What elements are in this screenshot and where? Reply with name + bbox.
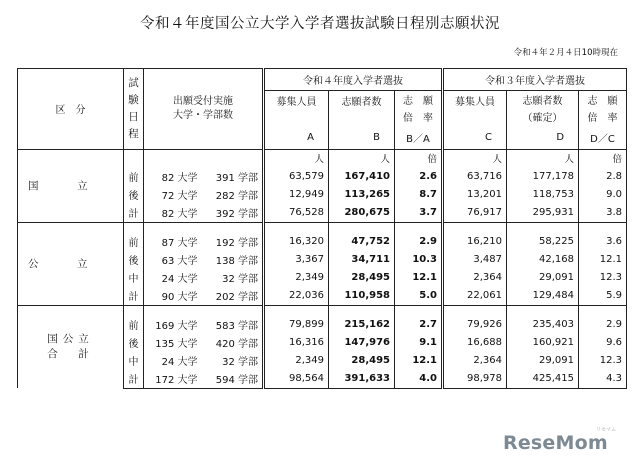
empty-cell (395, 222, 443, 232)
empty-cell (579, 305, 627, 315)
table-cell: 79,899 (264, 315, 329, 333)
table-cell: 前 (124, 315, 144, 333)
group-label-total: 国公立 合 計 (18, 305, 124, 388)
table-cell: 16,316 (264, 333, 329, 351)
table-cell: 2.8 (579, 167, 627, 185)
table-cell: 中 (124, 268, 144, 286)
empty-cell (202, 305, 264, 315)
table-cell: 110,958 (329, 286, 395, 305)
watermark-kana: リセマム (596, 427, 616, 433)
table-cell: 後 (124, 250, 144, 268)
table-cell: 29,091 (507, 351, 579, 369)
table-cell: 2.9 (579, 315, 627, 333)
table-cell: 12.1 (579, 250, 627, 268)
table-cell: 135 大学 (144, 333, 202, 351)
table-cell: 前 (124, 232, 144, 250)
table-cell: 129,484 (507, 286, 579, 305)
table-cell: 42,168 (507, 250, 579, 268)
empty-cell (443, 222, 507, 232)
table-cell: 3.6 (579, 232, 627, 250)
table-cell: 169 大学 (144, 315, 202, 333)
table-cell: 3,367 (264, 250, 329, 268)
header-r4-group: 令和４年度入学者選抜 (264, 69, 443, 91)
table-cell: 22,061 (443, 286, 507, 305)
header-letter-c: C (443, 127, 507, 149)
group-label-public: 公 立 (18, 222, 124, 305)
table-cell: 計 (124, 369, 144, 388)
table-cell: 後 (124, 333, 144, 351)
empty-cell (329, 305, 395, 315)
table-cell: 76,528 (264, 203, 329, 222)
empty-cell (144, 222, 202, 232)
table-cell: 420 学部 (202, 333, 264, 351)
empty-cell (264, 222, 329, 232)
table-cell: 後 (124, 185, 144, 203)
table-cell: 2,349 (264, 351, 329, 369)
table-cell: 98,978 (443, 369, 507, 388)
table-cell: 10.3 (395, 250, 443, 268)
table-cell: 594 学部 (202, 369, 264, 388)
resemom-logo: ReseMom (503, 432, 608, 454)
unit-label: 倍 (579, 149, 627, 167)
table-cell: 425,415 (507, 369, 579, 388)
unit-label: 人 (264, 149, 329, 167)
empty-cell (264, 305, 329, 315)
table-cell: 2.9 (395, 232, 443, 250)
empty-cell (443, 305, 507, 315)
table-cell: 391 学部 (202, 167, 264, 185)
header-r3-capacity: 募集人員 (443, 91, 507, 128)
header-r4-ratio: 志 願 倍 率 (395, 91, 443, 128)
table-cell: 12,949 (264, 185, 329, 203)
header-letter-dc: D／C (579, 127, 627, 149)
table-cell: 3.8 (579, 203, 627, 222)
application-status-table (17, 68, 627, 389)
table-cell: 12.1 (395, 351, 443, 369)
table-cell: 3,487 (443, 250, 507, 268)
table-cell: 2,364 (443, 268, 507, 286)
empty-cell (124, 305, 144, 315)
empty-cell (202, 149, 264, 167)
table-cell: 63,579 (264, 167, 329, 185)
empty-cell (124, 149, 144, 167)
table-cell: 583 学部 (202, 315, 264, 333)
header-letter-d: D (507, 127, 579, 149)
table-cell: 2.7 (395, 315, 443, 333)
table-cell: 172 大学 (144, 369, 202, 388)
table-cell: 3.7 (395, 203, 443, 222)
table-cell: 2,364 (443, 351, 507, 369)
header-schedule: 試 験 日 程 (124, 69, 144, 150)
unit-label: 倍 (395, 149, 443, 167)
table-cell: 計 (124, 203, 144, 222)
table-cell: 16,210 (443, 232, 507, 250)
table-cell: 22,036 (264, 286, 329, 305)
empty-cell (395, 305, 443, 315)
table-cell: 98,564 (264, 369, 329, 388)
header-letter-ba: B／A (395, 127, 443, 149)
table-cell: 12.3 (579, 351, 627, 369)
table-cell: 160,921 (507, 333, 579, 351)
group-label-national: 国 立 (18, 149, 124, 222)
header-letter-b: B (329, 127, 395, 149)
empty-cell (329, 222, 395, 232)
table-cell: 113,265 (329, 185, 395, 203)
header-r4-capacity: 募集人員 (264, 91, 329, 128)
table-cell: 79,926 (443, 315, 507, 333)
table-cell: 32 学部 (202, 268, 264, 286)
unit-label: 人 (329, 149, 395, 167)
table-cell: 192 学部 (202, 232, 264, 250)
table-cell: 16,688 (443, 333, 507, 351)
empty-cell (124, 222, 144, 232)
table-cell: 32 学部 (202, 351, 264, 369)
table-cell: 2,349 (264, 268, 329, 286)
as-of-date: 令和４年２月４日10時現在 (513, 48, 618, 58)
table-cell: 282 学部 (202, 185, 264, 203)
table-cell: 63,716 (443, 167, 507, 185)
table-cell: 280,675 (329, 203, 395, 222)
header-r3-applicants: 志願者数 （確定） (507, 91, 579, 128)
table-cell: 177,178 (507, 167, 579, 185)
table-cell: 138 学部 (202, 250, 264, 268)
table-cell: 13,201 (443, 185, 507, 203)
unit-label: 人 (507, 149, 579, 167)
header-r4-applicants: 志願者数 (329, 91, 395, 128)
table-cell: 63 大学 (144, 250, 202, 268)
table-cell: 9.0 (579, 185, 627, 203)
header-application-count: 出願受付実施 大学・学部数 (144, 69, 264, 150)
empty-cell (144, 149, 202, 167)
table-cell: 4.3 (579, 369, 627, 388)
header-category: 区 分 (18, 69, 124, 150)
table-cell: 391,633 (329, 369, 395, 388)
table-cell: 87 大学 (144, 232, 202, 250)
table-cell: 16,320 (264, 232, 329, 250)
table-cell: 90 大学 (144, 286, 202, 305)
header-letter-a: A (264, 127, 329, 149)
header-r3-ratio: 志 願 倍 率 (579, 91, 627, 128)
table-cell: 12.1 (395, 268, 443, 286)
table-cell: 29,091 (507, 268, 579, 286)
table-cell: 9.6 (579, 333, 627, 351)
empty-cell (144, 305, 202, 315)
table-cell: 202 学部 (202, 286, 264, 305)
table-cell: 147,976 (329, 333, 395, 351)
empty-cell (579, 222, 627, 232)
table-cell: 215,162 (329, 315, 395, 333)
header-r3-group: 令和３年度入学者選抜 (443, 69, 627, 91)
table-cell: 5.9 (579, 286, 627, 305)
empty-cell (202, 222, 264, 232)
table-cell: 28,495 (329, 351, 395, 369)
table-cell: 2.6 (395, 167, 443, 185)
table-cell: 72 大学 (144, 185, 202, 203)
table-cell: 4.0 (395, 369, 443, 388)
table-cell: 12.3 (579, 268, 627, 286)
table-cell: 計 (124, 286, 144, 305)
table-cell: 28,495 (329, 268, 395, 286)
table-cell: 82 大学 (144, 167, 202, 185)
table-cell: 8.7 (395, 185, 443, 203)
table-cell: 9.1 (395, 333, 443, 351)
table-cell: 167,410 (329, 167, 395, 185)
table-cell: 82 大学 (144, 203, 202, 222)
table-cell: 24 大学 (144, 351, 202, 369)
page-title: 令和４年度国公立大学入学者選抜試験日程別志願状況 (140, 16, 500, 32)
empty-cell (507, 222, 579, 232)
table-cell: 118,753 (507, 185, 579, 203)
table-cell: 76,917 (443, 203, 507, 222)
table-cell: 58,225 (507, 232, 579, 250)
table-cell: 中 (124, 351, 144, 369)
table-cell: 34,711 (329, 250, 395, 268)
table-cell: 5.0 (395, 286, 443, 305)
table-cell: 235,403 (507, 315, 579, 333)
table-cell: 392 学部 (202, 203, 264, 222)
table-cell: 24 大学 (144, 268, 202, 286)
table-cell: 295,931 (507, 203, 579, 222)
unit-label: 人 (443, 149, 507, 167)
empty-cell (507, 305, 579, 315)
table-cell: 47,752 (329, 232, 395, 250)
table-cell: 前 (124, 167, 144, 185)
